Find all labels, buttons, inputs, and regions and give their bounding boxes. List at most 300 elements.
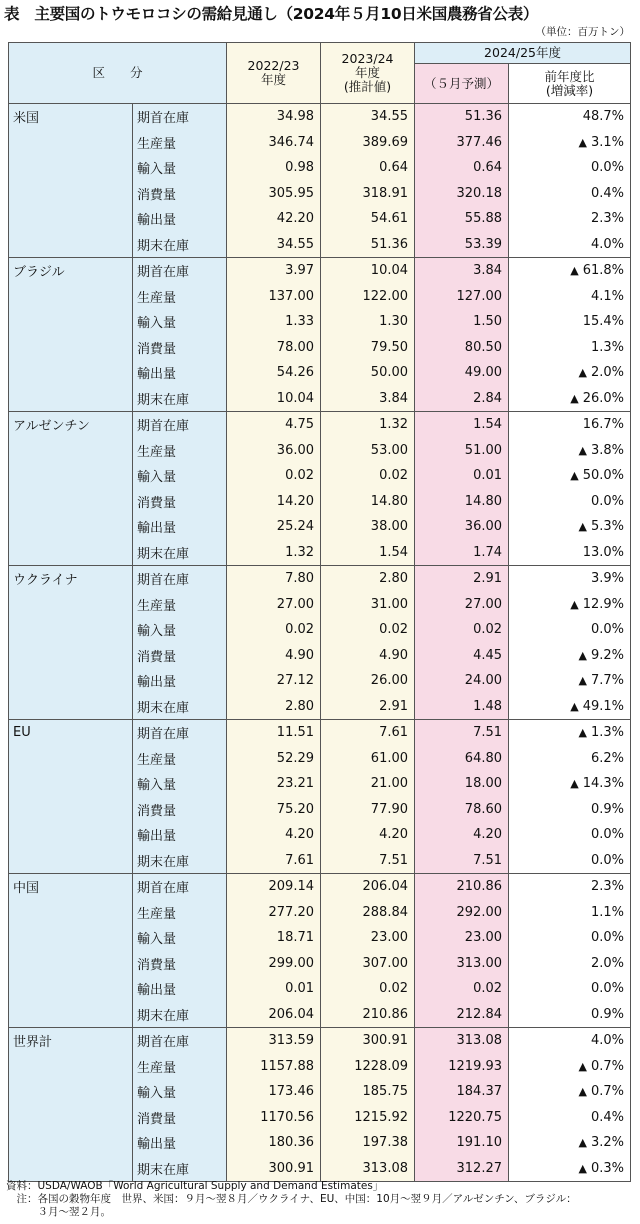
country-label [9, 617, 133, 643]
table-row [9, 360, 631, 386]
change-cell [509, 1079, 631, 1105]
item-label: 消費量 [133, 489, 227, 515]
change-value: 26.0% [582, 390, 625, 406]
table-row [9, 592, 631, 618]
item-label: 生産量 [133, 746, 227, 772]
change-cell [509, 694, 631, 720]
value-2024-pred: 313.00 [415, 951, 509, 977]
change-value: 3.2% [590, 1135, 625, 1151]
value-2024-pred: 2.84 [415, 386, 509, 412]
change-value: 16.7% [582, 417, 625, 433]
change-value: 4.1% [590, 288, 625, 304]
change-cell [509, 797, 631, 823]
decrease-triangle-icon: ▲ [578, 1085, 587, 1099]
header-2023: 2023/24 年度 (推計値) [321, 43, 415, 104]
table-row [9, 155, 631, 181]
change-value: 1.3% [590, 339, 625, 355]
country-label [9, 540, 133, 566]
item-label: 消費量 [133, 1105, 227, 1131]
value-2023: 77.90 [321, 797, 415, 823]
change-value: 4.0% [590, 236, 625, 252]
value-2022: 7.80 [227, 566, 321, 592]
decrease-triangle-icon: ▲ [578, 674, 587, 688]
value-2024-pred: 210.86 [415, 874, 509, 900]
value-2024-pred: 27.00 [415, 592, 509, 618]
change-cell [509, 514, 631, 540]
change-cell [509, 976, 631, 1002]
value-2022: 36.00 [227, 438, 321, 464]
value-2023: 50.00 [321, 360, 415, 386]
value-2023: 53.00 [321, 438, 415, 464]
value-2022: 0.01 [227, 976, 321, 1002]
item-label: 期末在庫 [133, 540, 227, 566]
value-2024-pred: 55.88 [415, 206, 509, 232]
item-label: 消費量 [133, 643, 227, 669]
country-label [9, 925, 133, 951]
change-value: 15.4% [582, 314, 625, 330]
value-2023: 0.02 [321, 976, 415, 1002]
item-label: 消費量 [133, 951, 227, 977]
table-row [9, 489, 631, 515]
country-label [9, 951, 133, 977]
change-cell [509, 206, 631, 232]
value-2023: 185.75 [321, 1079, 415, 1105]
value-2022: 4.20 [227, 822, 321, 848]
value-2024-pred: 51.00 [415, 438, 509, 464]
change-cell [509, 951, 631, 977]
change-cell [509, 130, 631, 156]
value-2023: 23.00 [321, 925, 415, 951]
value-2022: 10.04 [227, 386, 321, 412]
change-value: 9.2% [590, 647, 625, 663]
item-label: 輸入量 [133, 155, 227, 181]
table-row [9, 258, 631, 284]
table-row [9, 540, 631, 566]
value-2024-pred: 0.64 [415, 155, 509, 181]
country-label: EU [9, 720, 133, 746]
change-value: 48.7% [582, 109, 625, 125]
change-cell [509, 232, 631, 258]
value-2022: 2.80 [227, 694, 321, 720]
country-label [9, 900, 133, 926]
country-label [9, 1156, 133, 1182]
change-value: 5.3% [590, 519, 625, 535]
change-value: 61.8% [582, 263, 625, 279]
item-label: 期末在庫 [133, 1156, 227, 1182]
value-2022: 4.90 [227, 643, 321, 669]
value-2023: 21.00 [321, 771, 415, 797]
country-label: ブラジル [9, 258, 133, 284]
value-2024-pred: 18.00 [415, 771, 509, 797]
value-2024-pred: 127.00 [415, 284, 509, 310]
value-2023: 307.00 [321, 951, 415, 977]
country-label [9, 284, 133, 310]
country-label [9, 746, 133, 772]
table-row [9, 463, 631, 489]
country-label [9, 489, 133, 515]
value-2023: 10.04 [321, 258, 415, 284]
value-2024-pred: 184.37 [415, 1079, 509, 1105]
change-cell [509, 258, 631, 284]
change-value: 0.9% [590, 801, 625, 817]
change-cell [509, 335, 631, 361]
value-2024-pred: 377.46 [415, 130, 509, 156]
table-row [9, 900, 631, 926]
value-2024-pred: 292.00 [415, 900, 509, 926]
value-2024-pred: 23.00 [415, 925, 509, 951]
change-cell [509, 1054, 631, 1080]
country-label [9, 643, 133, 669]
country-label [9, 822, 133, 848]
change-cell [509, 720, 631, 746]
table-row [9, 771, 631, 797]
value-2024-pred: 14.80 [415, 489, 509, 515]
change-value: 14.3% [582, 776, 625, 792]
change-value: 0.7% [590, 1084, 625, 1100]
value-2022: 1.33 [227, 309, 321, 335]
table-body [9, 104, 631, 1182]
value-2024-pred: 64.80 [415, 746, 509, 772]
value-2024-pred: 0.02 [415, 976, 509, 1002]
value-2022: 27.00 [227, 592, 321, 618]
country-label: 中国 [9, 874, 133, 900]
value-2023: 122.00 [321, 284, 415, 310]
decrease-triangle-icon: ▲ [578, 726, 587, 740]
country-label [9, 335, 133, 361]
table-row [9, 848, 631, 874]
value-2022: 54.26 [227, 360, 321, 386]
value-2024-pred: 4.45 [415, 643, 509, 669]
value-2024-pred: 0.01 [415, 463, 509, 489]
value-2024-pred: 7.51 [415, 720, 509, 746]
country-label [9, 771, 133, 797]
value-2023: 79.50 [321, 335, 415, 361]
value-2022: 277.20 [227, 900, 321, 926]
country-label: アルゼンチン [9, 412, 133, 438]
value-2022: 11.51 [227, 720, 321, 746]
season-note-2: ３月～翌２月。 [6, 1206, 111, 1218]
change-cell [509, 822, 631, 848]
value-2022: 0.02 [227, 617, 321, 643]
country-label [9, 514, 133, 540]
value-2023: 3.84 [321, 386, 415, 412]
value-2023: 2.91 [321, 694, 415, 720]
value-2022: 299.00 [227, 951, 321, 977]
value-2024-pred: 78.60 [415, 797, 509, 823]
value-2024-pred: 320.18 [415, 181, 509, 207]
item-label: 生産量 [133, 1054, 227, 1080]
table-row [9, 284, 631, 310]
decrease-triangle-icon: ▲ [570, 699, 579, 713]
value-2023: 300.91 [321, 1028, 415, 1054]
value-2022: 1170.56 [227, 1105, 321, 1131]
item-label: 期首在庫 [133, 566, 227, 592]
value-2022: 180.36 [227, 1130, 321, 1156]
item-label: 輸入量 [133, 463, 227, 489]
value-2024-pred: 1219.93 [415, 1054, 509, 1080]
table-row [9, 643, 631, 669]
table-row [9, 617, 631, 643]
country-label [9, 592, 133, 618]
change-value: 3.1% [590, 134, 625, 150]
value-2022: 1.32 [227, 540, 321, 566]
country-label [9, 309, 133, 335]
change-cell [509, 925, 631, 951]
value-2023: 1.54 [321, 540, 415, 566]
change-cell [509, 463, 631, 489]
change-cell [509, 1130, 631, 1156]
value-2024-pred: 212.84 [415, 1002, 509, 1028]
value-2023: 318.91 [321, 181, 415, 207]
value-2022: 206.04 [227, 1002, 321, 1028]
value-2024-pred: 51.36 [415, 104, 509, 130]
table-row [9, 1156, 631, 1182]
change-value: 3.8% [590, 442, 625, 458]
value-2023: 34.55 [321, 104, 415, 130]
decrease-triangle-icon: ▲ [578, 1059, 587, 1073]
item-label: 期末在庫 [133, 694, 227, 720]
change-cell [509, 540, 631, 566]
country-label [9, 848, 133, 874]
item-label: 輸出量 [133, 360, 227, 386]
item-label: 輸入量 [133, 771, 227, 797]
table-row [9, 925, 631, 951]
table-row [9, 104, 631, 130]
table-row [9, 130, 631, 156]
change-value: 0.3% [590, 1160, 625, 1176]
value-2022: 1157.88 [227, 1054, 321, 1080]
season-note-1: 注：各国の穀物年度 世界、米国：９月～翌８月／ウクライナ、EU、中国：10月～翌９月／アルゼンチン、ブラジル： [6, 1193, 577, 1205]
change-cell [509, 438, 631, 464]
table-row [9, 874, 631, 900]
item-label: 輸出量 [133, 822, 227, 848]
country-label: 米国 [9, 104, 133, 130]
value-2023: 26.00 [321, 668, 415, 694]
table-row [9, 1028, 631, 1054]
change-value: 0.0% [590, 852, 625, 868]
country-label: ウクライナ [9, 566, 133, 592]
item-label: 期末在庫 [133, 386, 227, 412]
table-row [9, 335, 631, 361]
item-label: 生産量 [133, 284, 227, 310]
table-row [9, 720, 631, 746]
item-label: 消費量 [133, 335, 227, 361]
change-value: 0.0% [590, 493, 625, 509]
value-2024-pred: 191.10 [415, 1130, 509, 1156]
country-label [9, 438, 133, 464]
table-row [9, 668, 631, 694]
change-value: 0.0% [590, 930, 625, 946]
page-title: 表 主要国のトウモロコシの需給見通し（2024年５月10日米国農務省公表） [4, 5, 539, 23]
country-label [9, 976, 133, 1002]
change-value: 1.1% [590, 904, 625, 920]
table-row [9, 951, 631, 977]
decrease-triangle-icon: ▲ [578, 648, 587, 662]
value-2023: 206.04 [321, 874, 415, 900]
item-label: 消費量 [133, 181, 227, 207]
value-2024-pred: 36.00 [415, 514, 509, 540]
change-value: 0.0% [590, 981, 625, 997]
value-2023: 31.00 [321, 592, 415, 618]
item-label: 期末在庫 [133, 232, 227, 258]
value-2023: 389.69 [321, 130, 415, 156]
item-label: 輸出量 [133, 1130, 227, 1156]
value-2023: 38.00 [321, 514, 415, 540]
table-row [9, 566, 631, 592]
header-2022: 2022/23 年度 [227, 43, 321, 104]
change-cell [509, 617, 631, 643]
header-category: 区 分 [9, 43, 227, 104]
change-value: 0.0% [590, 160, 625, 176]
decrease-triangle-icon: ▲ [578, 1136, 587, 1150]
table-row [9, 694, 631, 720]
value-2023: 7.61 [321, 720, 415, 746]
value-2022: 3.97 [227, 258, 321, 284]
change-value: 2.3% [590, 879, 625, 895]
country-label [9, 694, 133, 720]
decrease-triangle-icon: ▲ [570, 264, 579, 278]
value-2022: 137.00 [227, 284, 321, 310]
supply-demand-table [8, 42, 631, 1182]
item-label: 輸入量 [133, 1079, 227, 1105]
item-label: 生産量 [133, 130, 227, 156]
value-2023: 1215.92 [321, 1105, 415, 1131]
table-row [9, 386, 631, 412]
decrease-triangle-icon: ▲ [570, 597, 579, 611]
change-cell [509, 181, 631, 207]
value-2022: 346.74 [227, 130, 321, 156]
change-value: 50.0% [582, 468, 625, 484]
value-2024-pred: 1.74 [415, 540, 509, 566]
value-2023: 313.08 [321, 1156, 415, 1182]
table-row [9, 797, 631, 823]
change-cell [509, 1002, 631, 1028]
item-label: 輸出量 [133, 206, 227, 232]
value-2022: 4.75 [227, 412, 321, 438]
table-row [9, 309, 631, 335]
table-row [9, 1105, 631, 1131]
decrease-triangle-icon: ▲ [570, 777, 579, 791]
country-label: 世界計 [9, 1028, 133, 1054]
value-2023: 1228.09 [321, 1054, 415, 1080]
decrease-triangle-icon: ▲ [570, 469, 579, 483]
item-label: 輸出量 [133, 976, 227, 1002]
item-label: 生産量 [133, 592, 227, 618]
change-value: 13.0% [582, 544, 625, 560]
decrease-triangle-icon: ▲ [570, 391, 579, 405]
table-row [9, 514, 631, 540]
table-row [9, 1054, 631, 1080]
value-2024-pred: 49.00 [415, 360, 509, 386]
change-value: 7.7% [590, 673, 625, 689]
country-label [9, 1079, 133, 1105]
item-label: 生産量 [133, 900, 227, 926]
value-2024-pred: 7.51 [415, 848, 509, 874]
table-row [9, 412, 631, 438]
change-cell [509, 309, 631, 335]
table-row [9, 1130, 631, 1156]
value-2022: 27.12 [227, 668, 321, 694]
country-label [9, 155, 133, 181]
item-label: 期首在庫 [133, 412, 227, 438]
change-value: 4.0% [590, 1033, 625, 1049]
table-row [9, 976, 631, 1002]
country-label [9, 386, 133, 412]
item-label: 消費量 [133, 797, 227, 823]
value-2023: 1.32 [321, 412, 415, 438]
item-label: 輸出量 [133, 668, 227, 694]
change-cell [509, 1028, 631, 1054]
country-label [9, 1130, 133, 1156]
country-label [9, 1002, 133, 1028]
value-2024-pred: 3.84 [415, 258, 509, 284]
value-2023: 0.64 [321, 155, 415, 181]
country-label [9, 1105, 133, 1131]
item-label: 期首在庫 [133, 1028, 227, 1054]
change-value: 49.1% [582, 698, 625, 714]
item-label: 輸入量 [133, 925, 227, 951]
change-cell [509, 592, 631, 618]
change-cell [509, 771, 631, 797]
value-2024-pred: 313.08 [415, 1028, 509, 1054]
change-cell [509, 104, 631, 130]
value-2023: 4.90 [321, 643, 415, 669]
country-label [9, 1054, 133, 1080]
value-2024-pred: 312.27 [415, 1156, 509, 1182]
change-cell [509, 1156, 631, 1182]
value-2023: 54.61 [321, 206, 415, 232]
country-label [9, 130, 133, 156]
change-value: 0.0% [590, 827, 625, 843]
value-2022: 313.59 [227, 1028, 321, 1054]
value-2023: 14.80 [321, 489, 415, 515]
value-2023: 7.51 [321, 848, 415, 874]
item-label: 期首在庫 [133, 104, 227, 130]
table-row [9, 746, 631, 772]
change-cell [509, 746, 631, 772]
table-row [9, 1002, 631, 1028]
item-label: 期末在庫 [133, 1002, 227, 1028]
item-label: 期首在庫 [133, 258, 227, 284]
value-2023: 2.80 [321, 566, 415, 592]
change-cell [509, 900, 631, 926]
value-2022: 209.14 [227, 874, 321, 900]
value-2022: 300.91 [227, 1156, 321, 1182]
country-label [9, 360, 133, 386]
country-label [9, 232, 133, 258]
value-2024-pred: 1.48 [415, 694, 509, 720]
change-cell [509, 874, 631, 900]
change-cell [509, 643, 631, 669]
change-cell [509, 284, 631, 310]
change-value: 0.4% [590, 1109, 625, 1125]
change-value: 0.4% [590, 185, 625, 201]
country-label [9, 797, 133, 823]
value-2023: 288.84 [321, 900, 415, 926]
change-cell [509, 668, 631, 694]
source-note: 資料：USDA/WAOB「World Agricultural Supply and Demand Estimates」 [6, 1180, 384, 1192]
change-value: 1.3% [590, 725, 625, 741]
value-2022: 34.98 [227, 104, 321, 130]
change-cell [509, 848, 631, 874]
table-row [9, 1079, 631, 1105]
value-2023: 210.86 [321, 1002, 415, 1028]
value-2023: 4.20 [321, 822, 415, 848]
change-cell [509, 1105, 631, 1131]
item-label: 輸出量 [133, 514, 227, 540]
change-cell [509, 412, 631, 438]
table-row [9, 206, 631, 232]
